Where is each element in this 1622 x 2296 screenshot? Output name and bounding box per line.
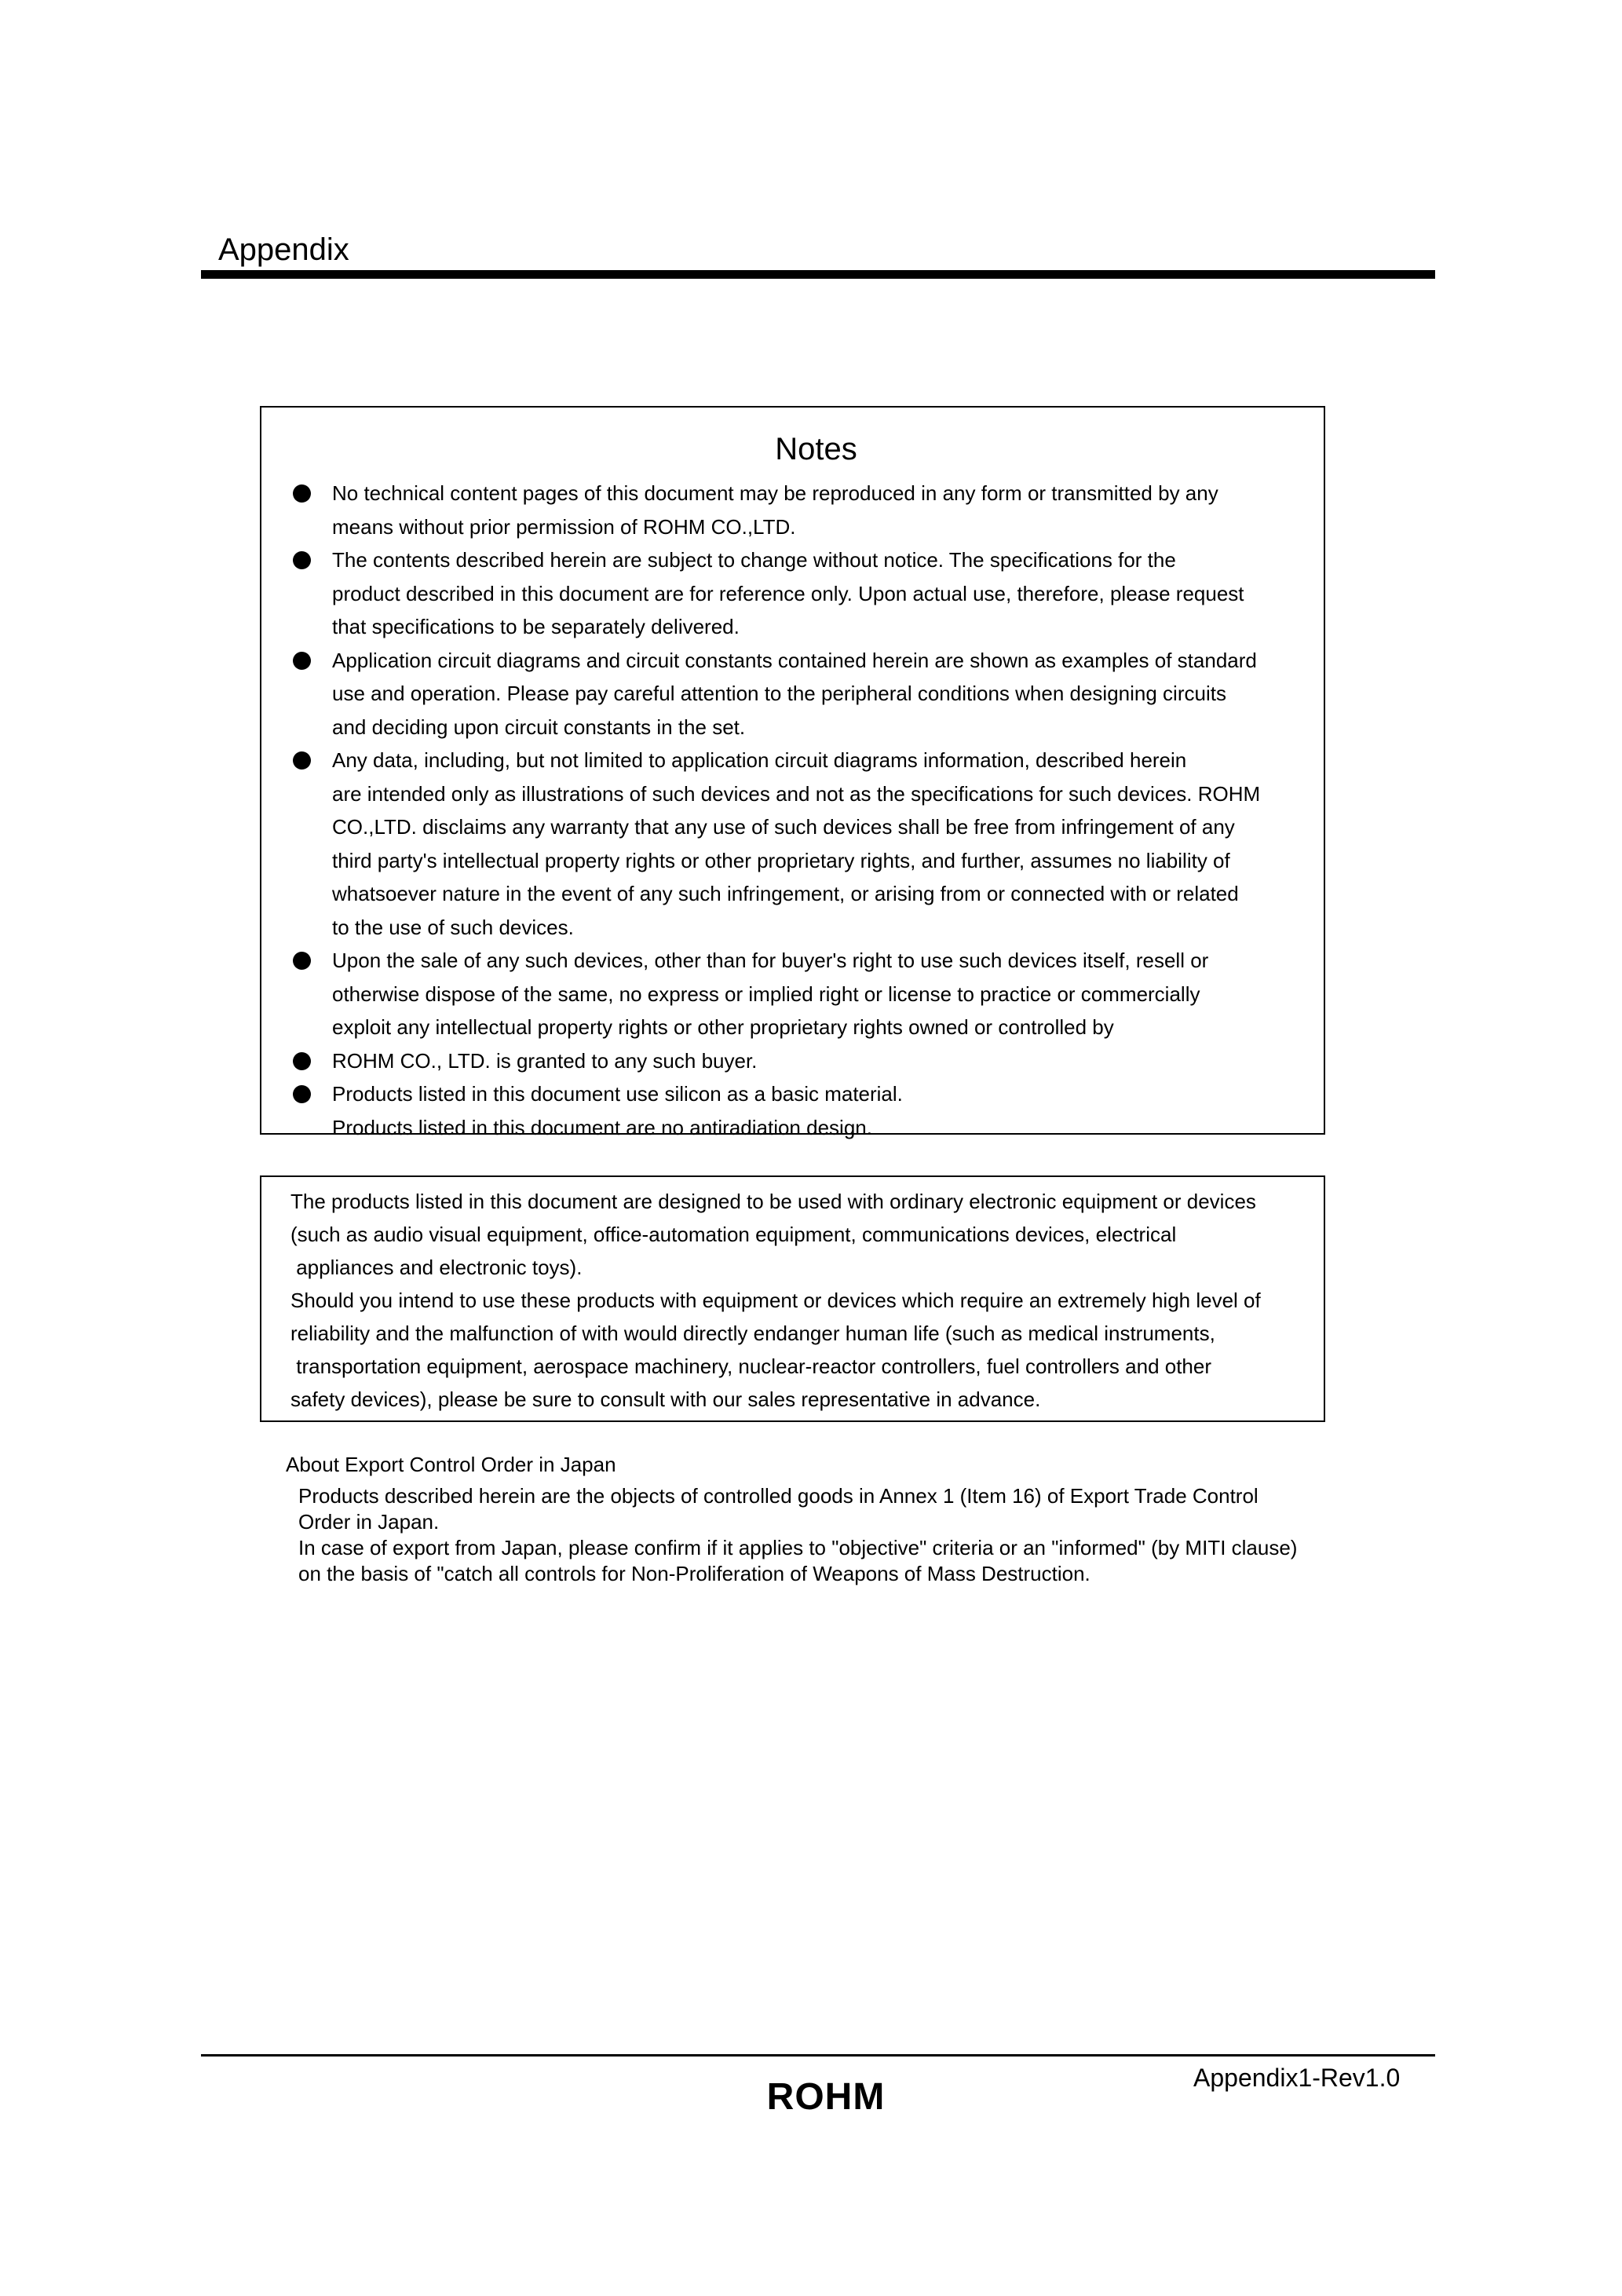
usage-line: The products listed in this document are designed to be used with ordinary electronic equipment or devices bbox=[290, 1190, 1256, 1213]
note-line: The contents described herein are subject to change without notice. The specifications for the bbox=[332, 548, 1176, 572]
svg-text:ROHM: ROHM bbox=[766, 2076, 886, 2114]
page-title: Appendix bbox=[218, 232, 349, 267]
notes-title: Notes bbox=[775, 432, 857, 466]
usage-line: (such as audio visual equipment, office-automation equipment, communications devices, electrical bbox=[290, 1223, 1177, 1246]
note-line: whatsoever nature in the event of any such infringement, or arising from or connected with or related bbox=[332, 882, 1239, 905]
export-control-heading: About Export Control Order in Japan bbox=[286, 1453, 616, 1476]
bullet-icon bbox=[293, 484, 311, 503]
bullet-icon bbox=[293, 751, 311, 770]
usage-line: Should you intend to use these products with equipment or devices which require an extremely high level of bbox=[290, 1289, 1261, 1312]
bullet-icon bbox=[293, 652, 311, 670]
usage-line: safety devices), please be sure to consult with our sales representative in advance. bbox=[290, 1387, 1041, 1411]
note-line: otherwise dispose of the same, no express or implied right or license to practice or commercially bbox=[332, 982, 1200, 1006]
bullet-icon bbox=[293, 1052, 311, 1070]
rohm-logo bbox=[755, 2076, 897, 2114]
note-line: to the use of such devices. bbox=[332, 915, 574, 939]
usage-line: appliances and electronic toys). bbox=[290, 1256, 583, 1279]
export-line: Order in Japan. bbox=[298, 1510, 440, 1534]
note-line: exploit any intellectual property rights or other proprietary rights owned or controlled by bbox=[332, 1015, 1114, 1039]
footer-divider bbox=[201, 2054, 1435, 2057]
notes-box bbox=[260, 406, 1325, 1139]
note-line: Application circuit diagrams and circuit constants contained herein are shown as examples of standard bbox=[332, 648, 1257, 672]
header-divider bbox=[201, 270, 1435, 279]
export-line: on the basis of "catch all controls for Non-Proliferation of Weapons of Mass Destruction. bbox=[298, 1562, 1090, 1585]
export-line: In case of export from Japan, please confirm if it applies to "objective" criteria or an "informed" (by MITI clause) bbox=[298, 1536, 1298, 1559]
note-line: are intended only as illustrations of such devices and not as the specifications for such devices. ROHM bbox=[332, 781, 1261, 806]
export-line: Products described herein are the objects of controlled goods in Annex 1 (Item 16) of Export Trade Control bbox=[298, 1484, 1259, 1508]
note-line: third party's intellectual property rights or other proprietary rights, and further, assumes no liability of bbox=[332, 848, 1230, 872]
note-line: Products listed in this document are no antiradiation design. bbox=[332, 1115, 872, 1139]
note-line: Any data, including, but not limited to application circuit diagrams information, described herein bbox=[332, 748, 1187, 772]
page-code: Appendix1-Rev1.0 bbox=[1193, 2064, 1401, 2092]
note-line: and deciding upon circuit constants in the set. bbox=[332, 715, 746, 739]
note-line: No technical content pages of this document may be reproduced in any form or transmitted by any bbox=[332, 481, 1218, 505]
usage-line: transportation equipment, aerospace machinery, nuclear-reactor controllers, fuel controllers and other bbox=[290, 1355, 1212, 1378]
note-line: CO.,LTD. disclaims any warranty that any use of such devices shall be free from infringement of any bbox=[332, 815, 1235, 839]
note-line: ROHM CO., LTD. is granted to any such buyer. bbox=[332, 1048, 758, 1073]
note-line: Upon the sale of any such devices, other than for buyer's right to use such devices itself, resell or bbox=[332, 949, 1209, 972]
note-line: product described in this document are for reference only. Upon actual use, therefore, please request bbox=[332, 581, 1244, 605]
bullet-icon bbox=[293, 551, 311, 569]
bullet-icon bbox=[293, 1085, 311, 1103]
note-line: means without prior permission of ROHM CO.,LTD. bbox=[332, 514, 796, 539]
bullet-icon bbox=[293, 952, 311, 970]
note-line: use and operation. Please pay careful attention to the peripheral conditions when designing circuits bbox=[332, 682, 1226, 705]
note-line: that specifications to be separately delivered. bbox=[332, 615, 740, 638]
note-line: Products listed in this document use silicon as a basic material. bbox=[332, 1082, 903, 1106]
usage-notice-box bbox=[260, 1175, 1325, 1422]
usage-line: reliability and the malfunction of with would directly endanger human life (such as medical instruments, bbox=[290, 1322, 1215, 1345]
